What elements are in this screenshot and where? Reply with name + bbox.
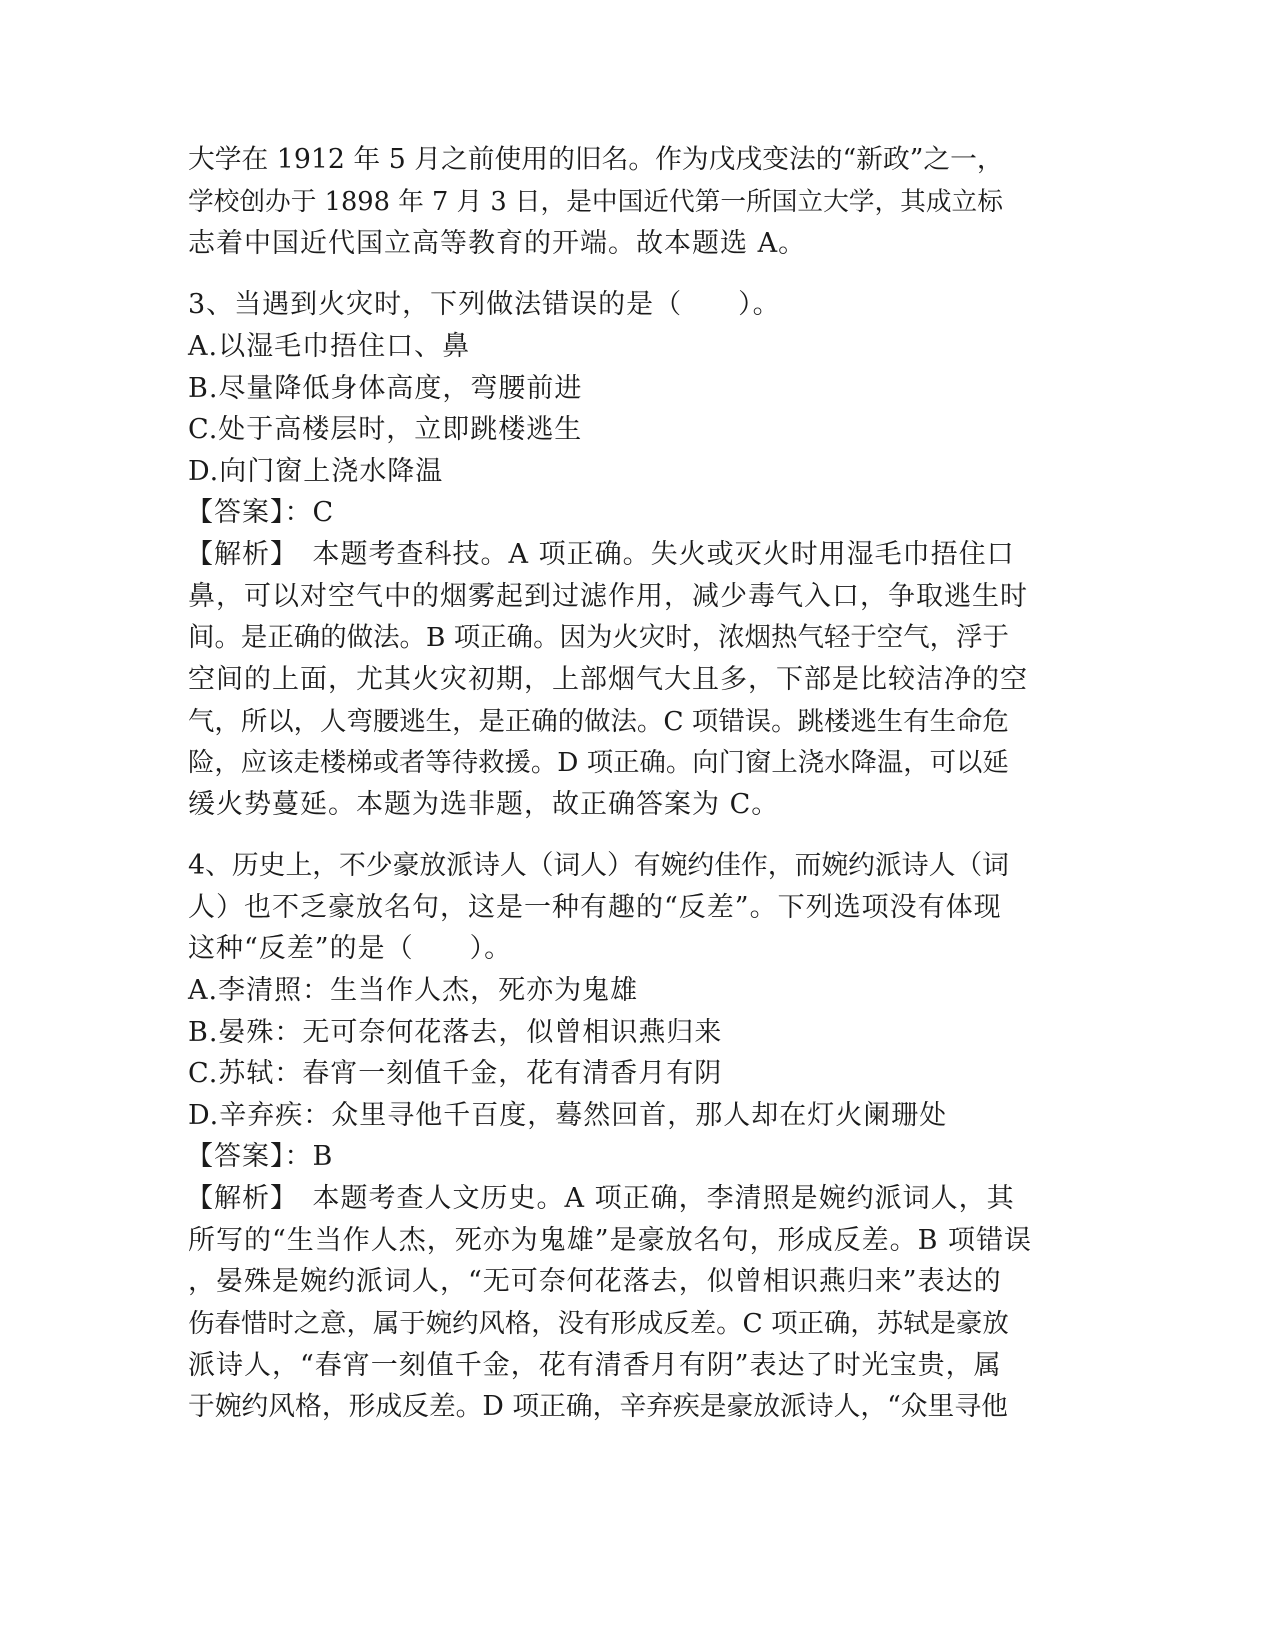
q3-analysis-line-4: 空间的上面，尤其火灾初期，上部烟气大且多，下部是比较洁净的空	[188, 664, 1028, 695]
q4-question-line-3: 这种“反差”的是（ ）。	[188, 933, 513, 964]
q3-answer: 【答案】：C	[186, 497, 335, 528]
q3-option-c: C.处于高楼层时，立即跳楼逃生	[188, 414, 583, 445]
q3-question: 3、当遇到火灾时，下列做法错误的是（ ）。	[188, 289, 781, 320]
q3-option-b: B.尽量降低身体高度，弯腰前进	[188, 373, 583, 404]
q3-analysis-line-3: 间。是正确的做法。B 项正确。因为火灾时，浓烟热气轻于空气，浮于	[188, 622, 1009, 653]
q3-analysis-line-1: 【解析】 本题考查科技。A 项正确。失火或灭火时用湿毛巾捂住口	[186, 539, 1015, 570]
intro-line-2: 学校创办于 1898 年 7 月 3 日，是中国近代第一所国立大学，其成立标	[188, 187, 1003, 217]
q3-analysis-line-2: 鼻，可以对空气中的烟雾起到过滤作用，减少毒气入口，争取逃生时	[188, 581, 1028, 612]
q4-question-line-2: 人）也不乏豪放名句，这是一种有趣的“反差”。下列选项没有体现	[188, 892, 1002, 923]
q4-question-line-1: 4、历史上，不少豪放派诗人（词人）有婉约佳作，而婉约派诗人（词	[188, 850, 1009, 881]
q4-option-d: D.辛弃疾：众里寻他千百度，蓦然回首，那人却在灯火阑珊处	[188, 1100, 948, 1131]
q3-analysis-line-6: 险，应该走楼梯或者等待救援。D 项正确。向门窗上浇水降温，可以延	[188, 748, 1009, 778]
q4-analysis-line-6: 于婉约风格，形成反差。D 项正确，辛弃疾是豪放派诗人，“众里寻他	[188, 1391, 1008, 1422]
q4-analysis-line-5: 派诗人，“春宵一刻值千金，花有清香月有阴”表达了时光宝贵，属	[188, 1350, 1002, 1381]
q4-option-c: C.苏轼：春宵一刻值千金，花有清香月有阴	[188, 1058, 723, 1089]
q4-analysis-line-2: 所写的“生当作人杰，死亦为鬼雄”是豪放名句，形成反差。B 项错误	[188, 1225, 1033, 1256]
q4-answer: 【答案】：B	[186, 1141, 334, 1172]
q4-analysis-line-1: 【解析】 本题考查人文历史。A 项正确，李清照是婉约派词人，其	[186, 1183, 1015, 1214]
q3-analysis-line-5: 气，所以，人弯腰逃生，是正确的做法。C 项错误。跳楼逃生有生命危	[188, 706, 1009, 737]
q4-analysis-line-3: ，晏殊是婉约派词人，“无可奈何花落去，似曾相识燕归来”表达的	[188, 1266, 1002, 1297]
q3-option-d: D.向门窗上浇水降温	[188, 456, 444, 487]
q4-option-a: A.李清照：生当作人杰，死亦为鬼雄	[188, 975, 639, 1006]
intro-line-3: 志着中国近代国立高等教育的开端。故本题选 A。	[188, 228, 807, 259]
q3-analysis-line-7: 缓火势蔓延。本题为选非题，故正确答案为 C。	[188, 789, 780, 820]
intro-line-1: 大学在 1912 年 5 月之前使用的旧名。作为戊戌变法的“新政”之一，	[188, 144, 1004, 175]
q3-option-a: A.以湿毛巾捂住口、鼻	[188, 331, 471, 362]
q4-option-b: B.晏殊：无可奈何花落去，似曾相识燕归来	[188, 1017, 723, 1048]
q4-analysis-line-4: 伤春惜时之意，属于婉约风格，没有形成反差。C 项正确，苏轼是豪放	[188, 1308, 1009, 1339]
